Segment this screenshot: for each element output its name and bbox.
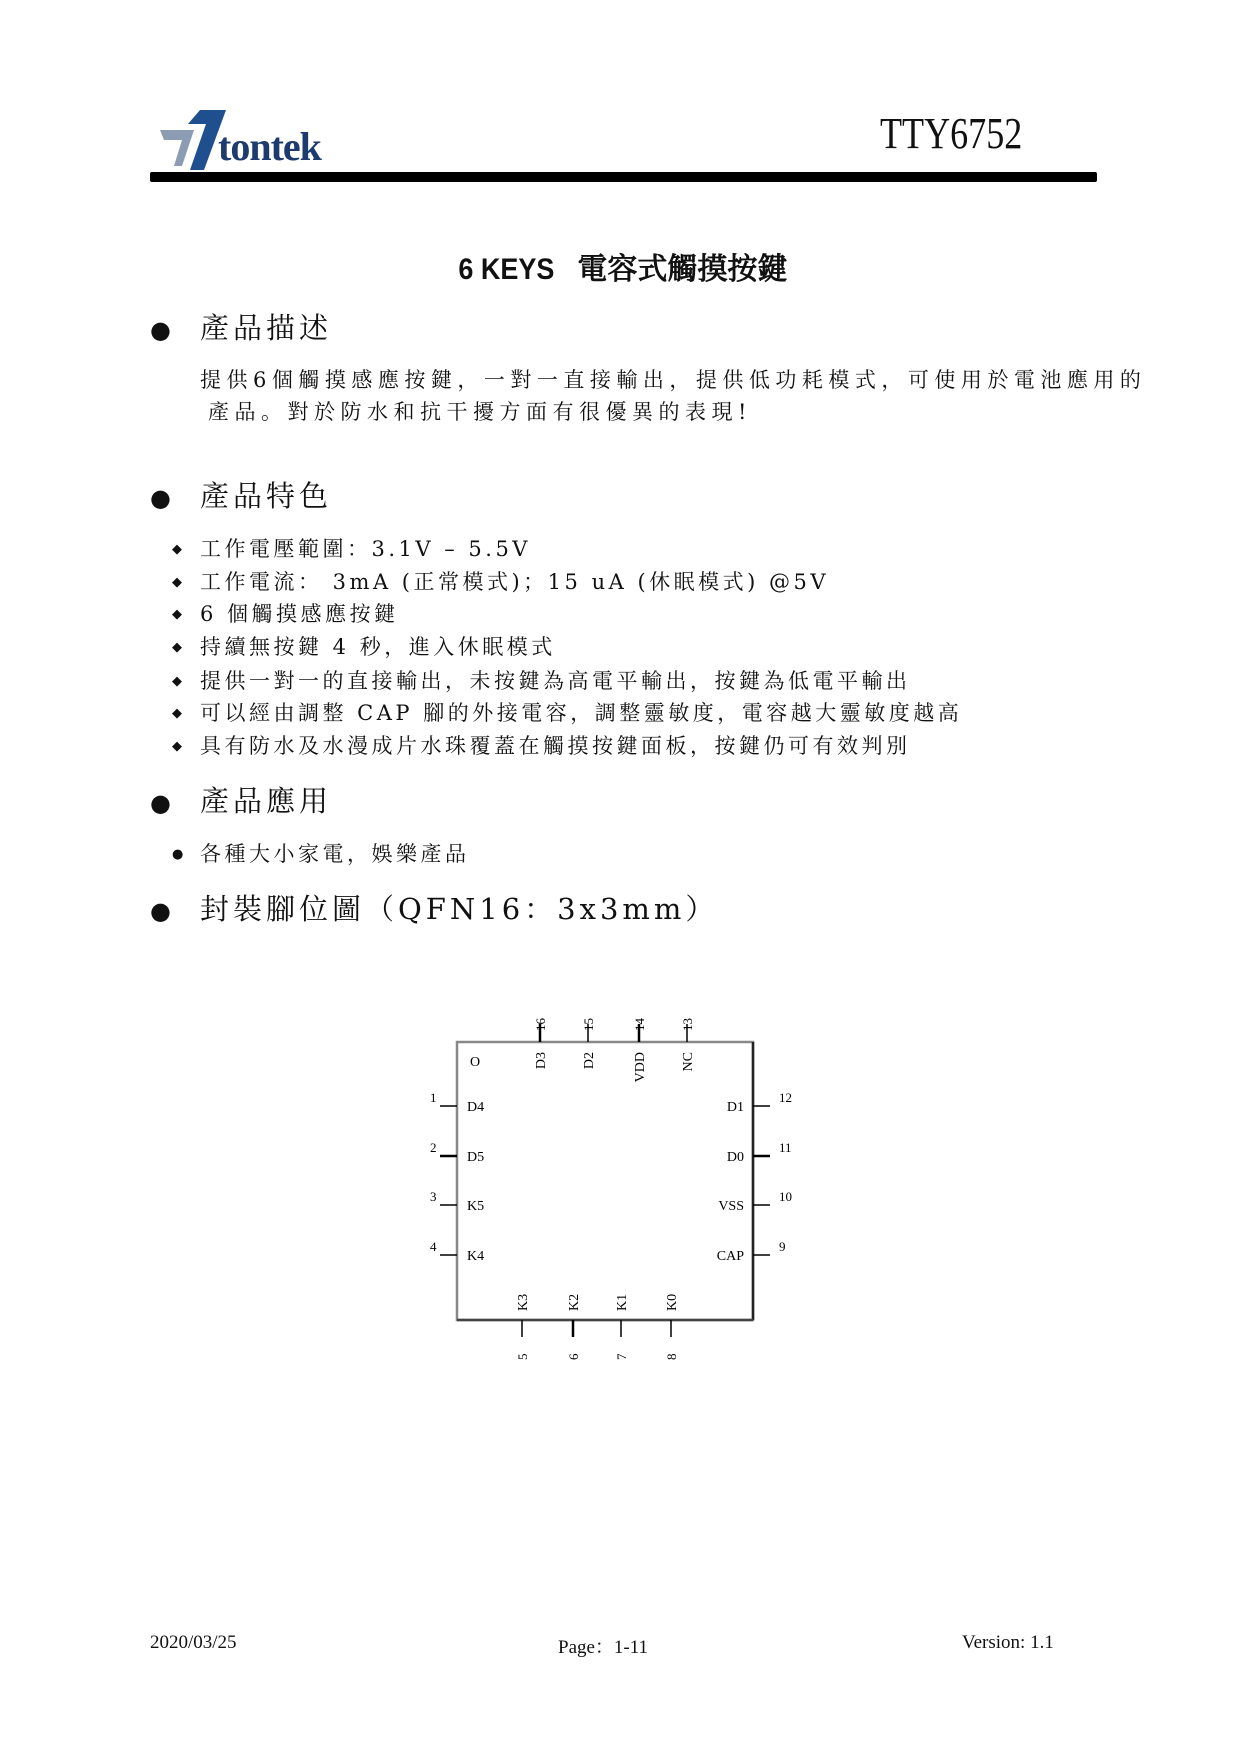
pin-number: 15	[581, 1018, 596, 1031]
part-number: TTY6752	[880, 109, 1023, 158]
pin-number: 1	[430, 1090, 437, 1105]
heading-text: 封裝腳位圖（QFN16：3x3mm）	[200, 892, 719, 926]
feature-text: 提供一對一的直接輸出，未按鍵為高電平輸出，按鍵為低電平輸出	[200, 669, 911, 693]
pin-number: 2	[430, 1140, 437, 1155]
diamond-bullet-icon: ◆	[172, 739, 186, 754]
pin1-marker: O	[470, 1055, 481, 1070]
bullet-icon: ●	[150, 897, 175, 925]
bullet-icon: ●	[150, 316, 175, 344]
pin-number: 9	[779, 1239, 786, 1254]
bullet-icon: ●	[150, 789, 175, 817]
pin-number: 13	[680, 1018, 695, 1031]
pin-name: K5	[467, 1199, 485, 1214]
feature-text: 工作電流： 3mA (正常模式)；15 uA (休眠模式) @5V	[200, 570, 830, 594]
title-zh: 電容式觸摸按鍵	[577, 252, 788, 287]
footer-page: Page：1-11	[558, 1637, 649, 1658]
pin-name: NC	[681, 1052, 696, 1072]
feature-text: 6 個觸摸感應按鍵	[200, 602, 399, 626]
diamond-bullet-icon: ◆	[172, 640, 186, 655]
feature-text: 可以經由調整 CAP 腳的外接電容，調整靈敏度，電容越大靈敏度越高	[200, 701, 963, 725]
feature-text: 持續無按鍵 4 秒，進入休眠模式	[200, 635, 556, 659]
pin-name: K0	[665, 1293, 680, 1311]
pin-number: 11	[779, 1140, 792, 1155]
pin-number: 6	[566, 1353, 581, 1360]
pin-name: K4	[467, 1249, 485, 1264]
pin-number: 4	[430, 1239, 437, 1254]
title-en: 6 KEYS	[457, 253, 555, 286]
diamond-bullet-icon: ◆	[172, 706, 186, 721]
description-line-1: 提供6個觸摸感應按鍵，一對一直接輸出，提供低功耗模式，可使用於電池應用的	[200, 368, 1147, 392]
pin-name: K2	[567, 1293, 582, 1311]
pin-number: 12	[779, 1090, 792, 1105]
pin-name: D2	[582, 1052, 597, 1070]
pin-name: D3	[534, 1052, 549, 1070]
bullet-icon: ●	[150, 484, 175, 512]
pin-number: 7	[614, 1353, 629, 1360]
diamond-bullet-icon: ◆	[172, 542, 186, 557]
pin-number: 8	[664, 1353, 679, 1360]
chip-body	[457, 1042, 753, 1320]
feature-text: 具有防水及水漫成片水珠覆蓋在觸摸按鍵面板，按鍵仍可有效判別	[200, 734, 911, 758]
pin-name: VSS	[718, 1199, 744, 1214]
heading-text: 產品描述	[200, 311, 333, 345]
diamond-bullet-icon: ◆	[172, 607, 186, 622]
pin-number: 5	[515, 1353, 530, 1360]
pin-number: 3	[430, 1189, 437, 1204]
pin-name: VDD	[633, 1052, 648, 1083]
diamond-bullet-icon: ◆	[172, 674, 186, 689]
pin-number: 14	[632, 1018, 647, 1031]
pin-name: D1	[726, 1100, 744, 1115]
diamond-bullet-icon: ◆	[172, 575, 186, 590]
feature-text: 工作電壓範圍：3.1V – 5.5V	[200, 537, 531, 561]
bullet-icon: ●	[172, 847, 187, 862]
pin-name: D4	[467, 1100, 485, 1115]
footer-version: Version: 1.1	[962, 1632, 1054, 1653]
pin-name: CAP	[716, 1249, 744, 1264]
heading-text: 產品特色	[200, 479, 333, 513]
footer-date: 2020/03/25	[150, 1632, 237, 1653]
svg-text:tontek: tontek	[218, 124, 321, 169]
description-line-2: 產品。對於防水和抗干擾方面有很優異的表現!	[208, 400, 752, 424]
pin-name: D0	[726, 1150, 744, 1165]
pin-number: 16	[533, 1018, 548, 1031]
application-text: 各種大小家電，娛樂產品	[200, 842, 470, 866]
pin-name: K3	[516, 1293, 531, 1311]
heading-text: 產品應用	[200, 784, 333, 818]
pin-number: 10	[779, 1189, 792, 1204]
pin-name: K1	[615, 1293, 630, 1311]
pin-name: D5	[467, 1150, 485, 1165]
